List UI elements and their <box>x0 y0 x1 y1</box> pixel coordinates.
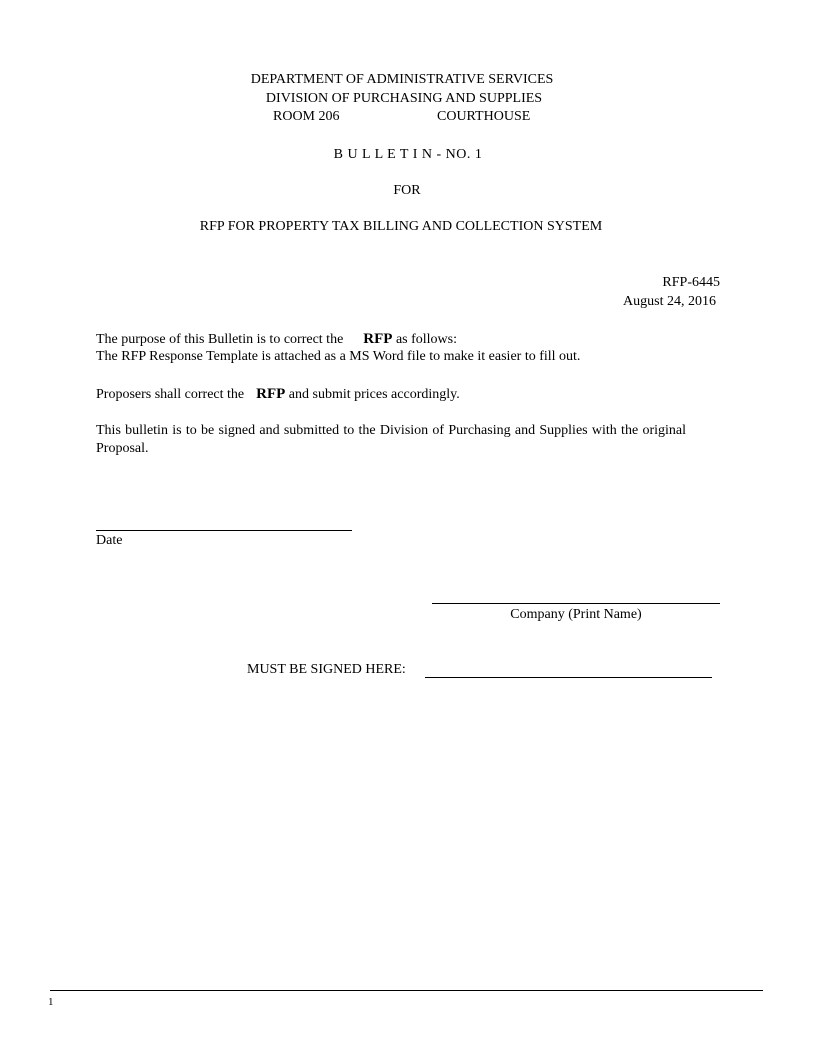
date-signature-line <box>96 530 352 531</box>
footer-rule <box>50 990 763 991</box>
header-room: ROOM 206 <box>273 109 340 124</box>
header-division: DIVISION OF PURCHASING AND SUPPLIES <box>265 91 543 106</box>
bulletin-title: B U L L E T I N - NO. 1 <box>333 147 483 162</box>
bulletin-subject: RFP FOR PROPERTY TAX BILLING AND COLLECTION SYSTEM <box>199 219 603 234</box>
must-sign-line <box>425 677 712 678</box>
paragraph-purpose <box>96 330 457 349</box>
company-signature-line <box>432 603 720 604</box>
bulletin-for: FOR <box>393 183 421 198</box>
purpose-rfp: RFP <box>363 331 393 347</box>
company-label: Company (Print Name) <box>510 607 642 622</box>
paragraph-correct <box>96 385 460 404</box>
paragraph-sign-instructions: This bulletin is to be signed and submitted to the Division of Purchasing and Supplies with the original Proposal. <box>96 423 686 456</box>
header-department: DEPARTMENT OF ADMINISTRATIVE SERVICES <box>250 72 554 87</box>
purpose-suffix: as follows: <box>395 332 458 347</box>
correct-suffix: and submit prices accordingly. <box>288 387 460 402</box>
page-number: 1 <box>48 996 54 1008</box>
date-label: Date <box>96 533 123 548</box>
correct-prefix: Proposers shall correct the <box>96 387 245 402</box>
must-sign-label: MUST BE SIGNED HERE: <box>247 662 406 677</box>
purpose-prefix: The purpose of this Bulletin is to correct the <box>96 332 344 347</box>
header-building: COURTHOUSE <box>437 109 531 124</box>
correct-rfp: RFP <box>256 386 286 402</box>
paragraph-template-note: The RFP Response Template is attached as a MS Word file to make it easier to fill out. <box>96 349 581 364</box>
rfp-number: RFP-6445 <box>662 275 720 290</box>
bulletin-date: August 24, 2016 <box>623 294 716 309</box>
